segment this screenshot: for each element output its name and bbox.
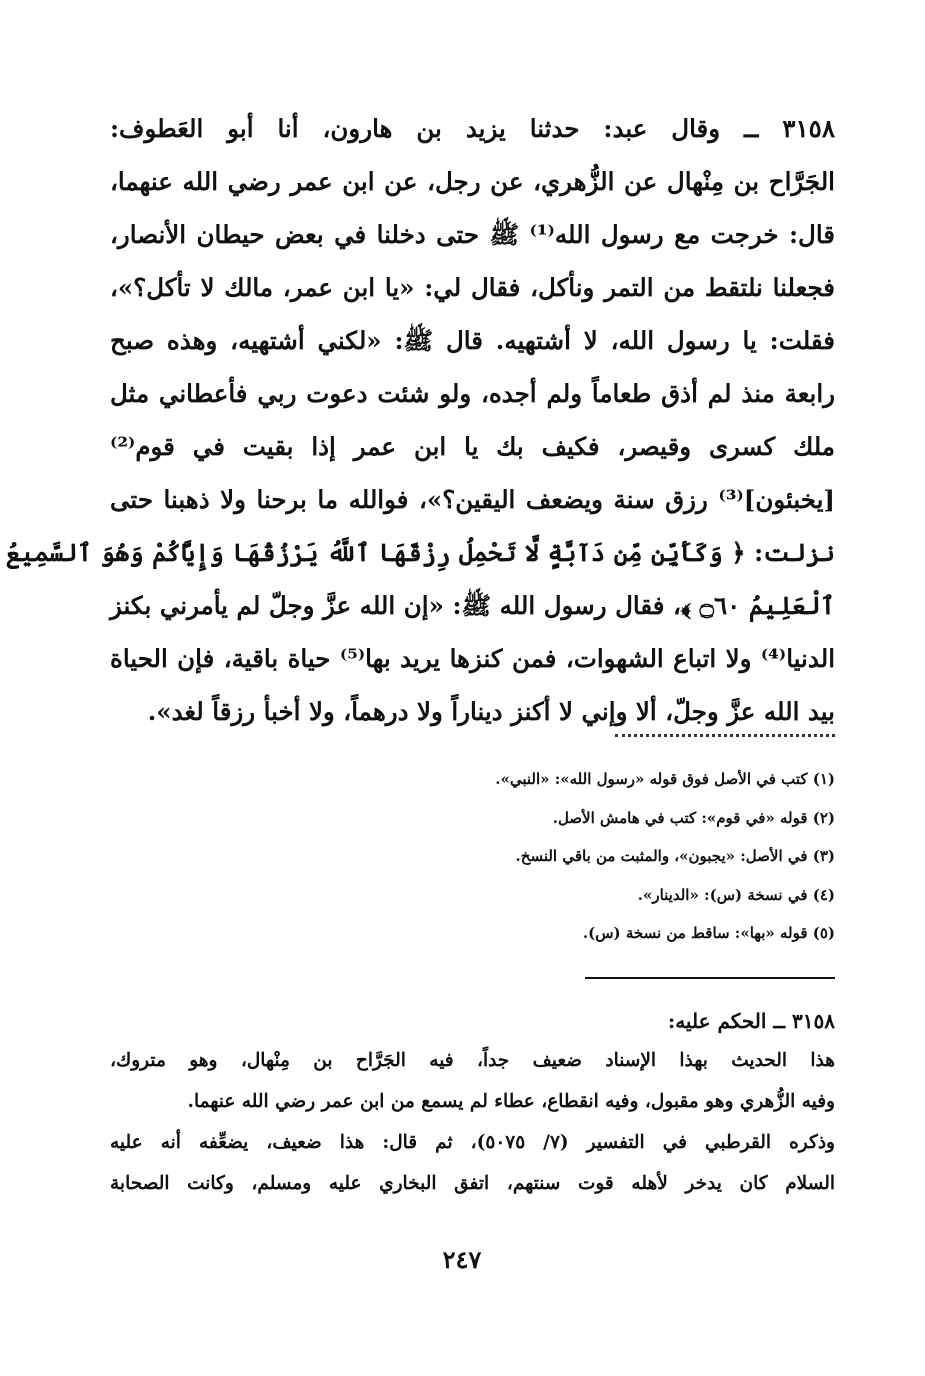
footnote-item: (٢) قوله «في قوم»: كتب في هامش الأصل. <box>552 808 835 827</box>
hadith-text <box>5 102 835 738</box>
hadith-line: ٱلْعَلِيمُ ۝٦٠ ﴾، فقال رسول الله ﷺ: «إن الله عزَّ وجلّ لم يأمرني بكنز <box>110 591 835 620</box>
ruling-line: وفيه الزُّهري وهو مقبول، وفيه انقطاع، عطاء لم يسمع من ابن عمر رضي الله عنهما. <box>187 1091 835 1112</box>
ruling-line: السلام كان يدخر لأهله قوت سنتهم، اتفق البخاري عليه ومسلم، وكانت الصحابة <box>110 1173 835 1194</box>
hadith-line: [يخبئون]⁽³⁾ رزق سنة ويضعف اليقين؟»، فوالله ما برحنا ولا ذهبنا حتى <box>110 485 835 514</box>
footnote-item: (٤) في نسخة (س): «الدينار». <box>637 885 835 904</box>
footnote-item: (٥) قوله «بها»: ساقط من نسخة (س). <box>582 924 835 942</box>
quran-verse-line: نزلت: ﴿ وَكَأَيِّن مِّن دَآبَّةٍ لَّا تَحْمِلُ رِزْقَهَا ٱللَّهُ يَرْزُقُهَا وَإِيَّاكُمْ وَهُوَ ٱلسَّمِيعُ <box>5 538 835 567</box>
hadith-line: رابعة منذ لم أذق طعاماً ولم أجده، ولو شئت دعوت ربي فأعطاني مثل <box>110 379 835 408</box>
page-number: ٢٤٧ <box>442 1245 482 1274</box>
hadith-line: فقلت: يا رسول الله، لا أشتهيه. قال ﷺ: «لكني أشتهيه، وهذه صبح <box>110 326 835 355</box>
ruling-text <box>110 1040 835 1204</box>
ruling-heading: ٣١٥٨ ــ الحكم عليه: <box>667 1009 835 1033</box>
ruling-line: وذكره القرطبي في التفسير (٧/ ٥٠٧٥)، ثم قال: هذا ضعيف، يضعِّفه أنه عليه <box>110 1132 835 1153</box>
hadith-line: بيد الله عزَّ وجلّ، ألا وإني لا أكنز ديناراً ولا درهماً، ولا أخبأ رزقاً لغد». <box>147 697 835 726</box>
hadith-line: الجَرَّاح بن مِنْهال عن الزُّهري، عن رجل، عن ابن عمر رضي الله عنهما، <box>110 167 835 196</box>
ruling-line: هذا الحديث بهذا الإسناد ضعيف جداً، فيه الجَرَّاح بن مِنْهال، وهو متروك، <box>110 1050 835 1071</box>
footnotes <box>380 760 835 953</box>
footnote-item: (٣) في الأصل: «يجبون»، والمثبت من باقي النسخ. <box>515 847 835 865</box>
footnote-separator <box>615 734 835 737</box>
hadith-line: الدنيا⁽⁴⁾ ولا اتباع الشهوات، فمن كنزها يريد بها⁽⁵⁾ حياة باقية، فإن الحياة <box>110 644 835 673</box>
hadith-line: ٣١٥٨ ــ وقال عبد: حدثنا يزيد بن هارون، أنا أبو العَطوف: <box>110 114 835 143</box>
footnote-item: (١) كتب في الأصل فوق قوله «رسول الله»: «النبي». <box>495 770 835 788</box>
section-divider <box>585 977 835 979</box>
hadith-line: فجعلنا نلتقط من التمر ونأكل، فقال لي: «يا ابن عمر، مالك لا تأكل؟»، <box>110 273 835 302</box>
hadith-line: قال: خرجت مع رسول الله⁽¹⁾ ﷺ حتى دخلنا في بعض حيطان الأنصار، <box>110 220 835 249</box>
hadith-line: ملك كسرى وقيصر، فكيف بك يا ابن عمر إذا بقيت في قوم⁽²⁾ <box>110 432 835 461</box>
